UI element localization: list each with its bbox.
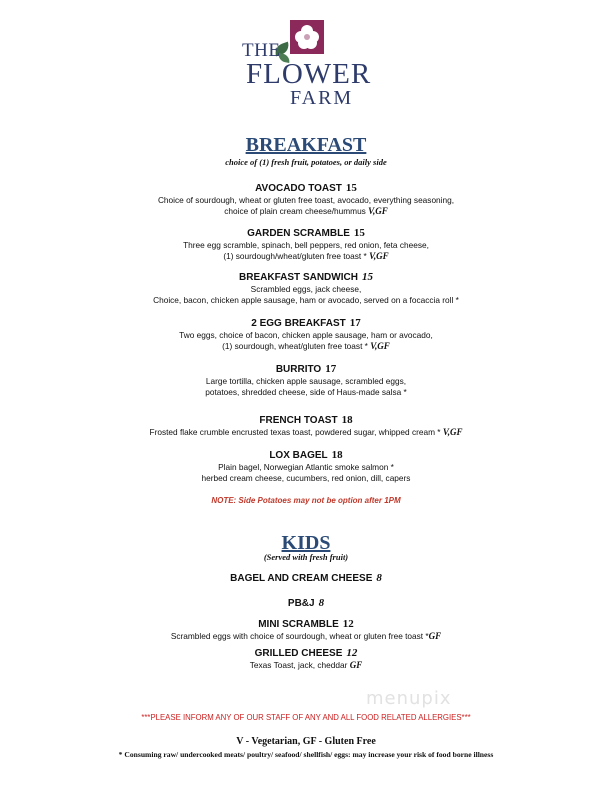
item-price: 17: [349, 317, 361, 329]
item-name: PB&J: [287, 598, 315, 609]
item-heading: [0, 317, 612, 330]
item-desc: Two eggs, choice of bacon, chicken apple sausage, ham or avocado,: [179, 330, 433, 340]
item-heading: [0, 271, 612, 284]
item-desc: Texas Toast, jack, cheddar GF: [249, 660, 363, 670]
item-desc: choice of plain cream cheese/hummus V,GF: [224, 206, 388, 216]
logo-line-1: THE: [242, 40, 281, 61]
item-price: 12: [346, 647, 358, 659]
item-name: AVOCADO TOAST: [255, 183, 342, 194]
menu-item: [0, 271, 612, 306]
item-heading: [0, 647, 612, 660]
breakfast-title: BREAKFAST: [245, 134, 367, 156]
menu-item: [0, 647, 612, 671]
item-desc: Frosted flake crumble encrusted texas toast, powdered sugar, whipped cream * V,GF: [149, 427, 463, 437]
side-potatoes-note: NOTE: Side Potatoes may not be option after 1PM: [211, 496, 401, 505]
menu-item: [0, 618, 612, 642]
item-name: BREAKFAST SANDWICH: [239, 272, 358, 283]
item-name: 2 EGG BREAKFAST: [251, 318, 346, 329]
watermark: menupix: [366, 688, 452, 709]
item-price: 18: [331, 449, 343, 461]
item-heading: [0, 227, 612, 240]
item-desc: Plain bagel, Norwegian Atlantic smoke salmon *: [218, 462, 394, 472]
breakfast-subtitle: choice of (1) fresh fruit, potatoes, or daily side: [225, 157, 387, 167]
item-price: 15: [361, 271, 373, 283]
item-heading: [0, 597, 612, 610]
item-desc: Choice, bacon, chicken apple sausage, ham or avocado, served on a focaccia roll *: [153, 295, 459, 305]
logo-line-3: FARM: [290, 87, 354, 109]
item-desc: Scrambled eggs with choice of sourdough, wheat or gluten free toast *GF: [170, 631, 442, 641]
item-name: GARDEN SCRAMBLE: [247, 228, 350, 239]
menu-item: [0, 414, 612, 438]
item-name: FRENCH TOAST: [259, 415, 338, 426]
logo-line-2: FLOWER: [246, 58, 372, 90]
item-desc: Three egg scramble, spinach, bell peppers, red onion, feta cheese,: [183, 240, 429, 250]
logo: [238, 18, 372, 109]
menu-item: [0, 227, 612, 262]
item-tag: V,GF: [442, 427, 463, 437]
item-tag: GF: [428, 631, 442, 641]
item-name: GRILLED CHEESE: [254, 648, 343, 659]
item-tag: V,GF: [369, 251, 389, 261]
item-tag: V,GF: [368, 206, 388, 216]
consumption-warning: * Consuming raw/ undercooked meats/ poultry/ seafood/ shellfish/ eggs: may increase your risk of food borne illness: [118, 750, 494, 759]
item-heading: [0, 414, 612, 427]
menu-item: [0, 597, 612, 610]
item-heading: [0, 182, 612, 195]
item-heading: [0, 572, 612, 585]
item-price: 17: [325, 363, 337, 375]
diet-legend: V - Vegetarian, GF - Gluten Free: [236, 736, 376, 747]
kids-title: KIDS: [281, 532, 331, 554]
item-name: MINI SCRAMBLE: [258, 619, 339, 630]
item-price: 15: [345, 182, 357, 194]
menu-item: [0, 572, 612, 585]
item-name: LOX BAGEL: [269, 450, 328, 461]
item-heading: [0, 363, 612, 376]
item-name: BURRITO: [275, 364, 322, 375]
item-price: 18: [341, 414, 353, 426]
item-desc: Choice of sourdough, wheat or gluten free toast, avocado, everything seasoning,: [157, 195, 455, 205]
item-price: 12: [342, 618, 354, 630]
item-price: 8: [318, 597, 325, 609]
menu-item: [0, 317, 612, 352]
menu-item: [0, 182, 612, 217]
allergy-notice: ***PLEASE INFORM ANY OF OUR STAFF OF ANY AND ALL FOOD RELATED ALLERGIES***: [141, 713, 471, 722]
item-name: BAGEL AND CREAM CHEESE: [230, 573, 373, 584]
item-heading: [0, 618, 612, 631]
item-desc: (1) sourdough/wheat/gluten free toast * V,GF: [223, 251, 389, 261]
item-price: 15: [353, 227, 365, 239]
item-desc: Scrambled eggs, jack cheese,: [250, 284, 362, 294]
item-heading: [0, 449, 612, 462]
menu-item: [0, 363, 612, 398]
item-desc: potatoes, shredded cheese, side of Haus-made salsa *: [205, 387, 407, 397]
item-tag: GF: [349, 660, 363, 670]
item-desc: (1) sourdough, wheat/gluten free toast * V,GF: [222, 341, 390, 351]
item-desc: Large tortilla, chicken apple sausage, scrambled eggs,: [205, 376, 407, 386]
item-price: 8: [376, 572, 382, 584]
item-tag: V,GF: [370, 341, 390, 351]
item-desc: herbed cream cheese, cucumbers, red onion, dill, capers: [201, 473, 411, 483]
menu-item: [0, 449, 612, 484]
kids-subtitle: (Served with fresh fruit): [263, 552, 349, 562]
flower-icon: [290, 20, 324, 54]
